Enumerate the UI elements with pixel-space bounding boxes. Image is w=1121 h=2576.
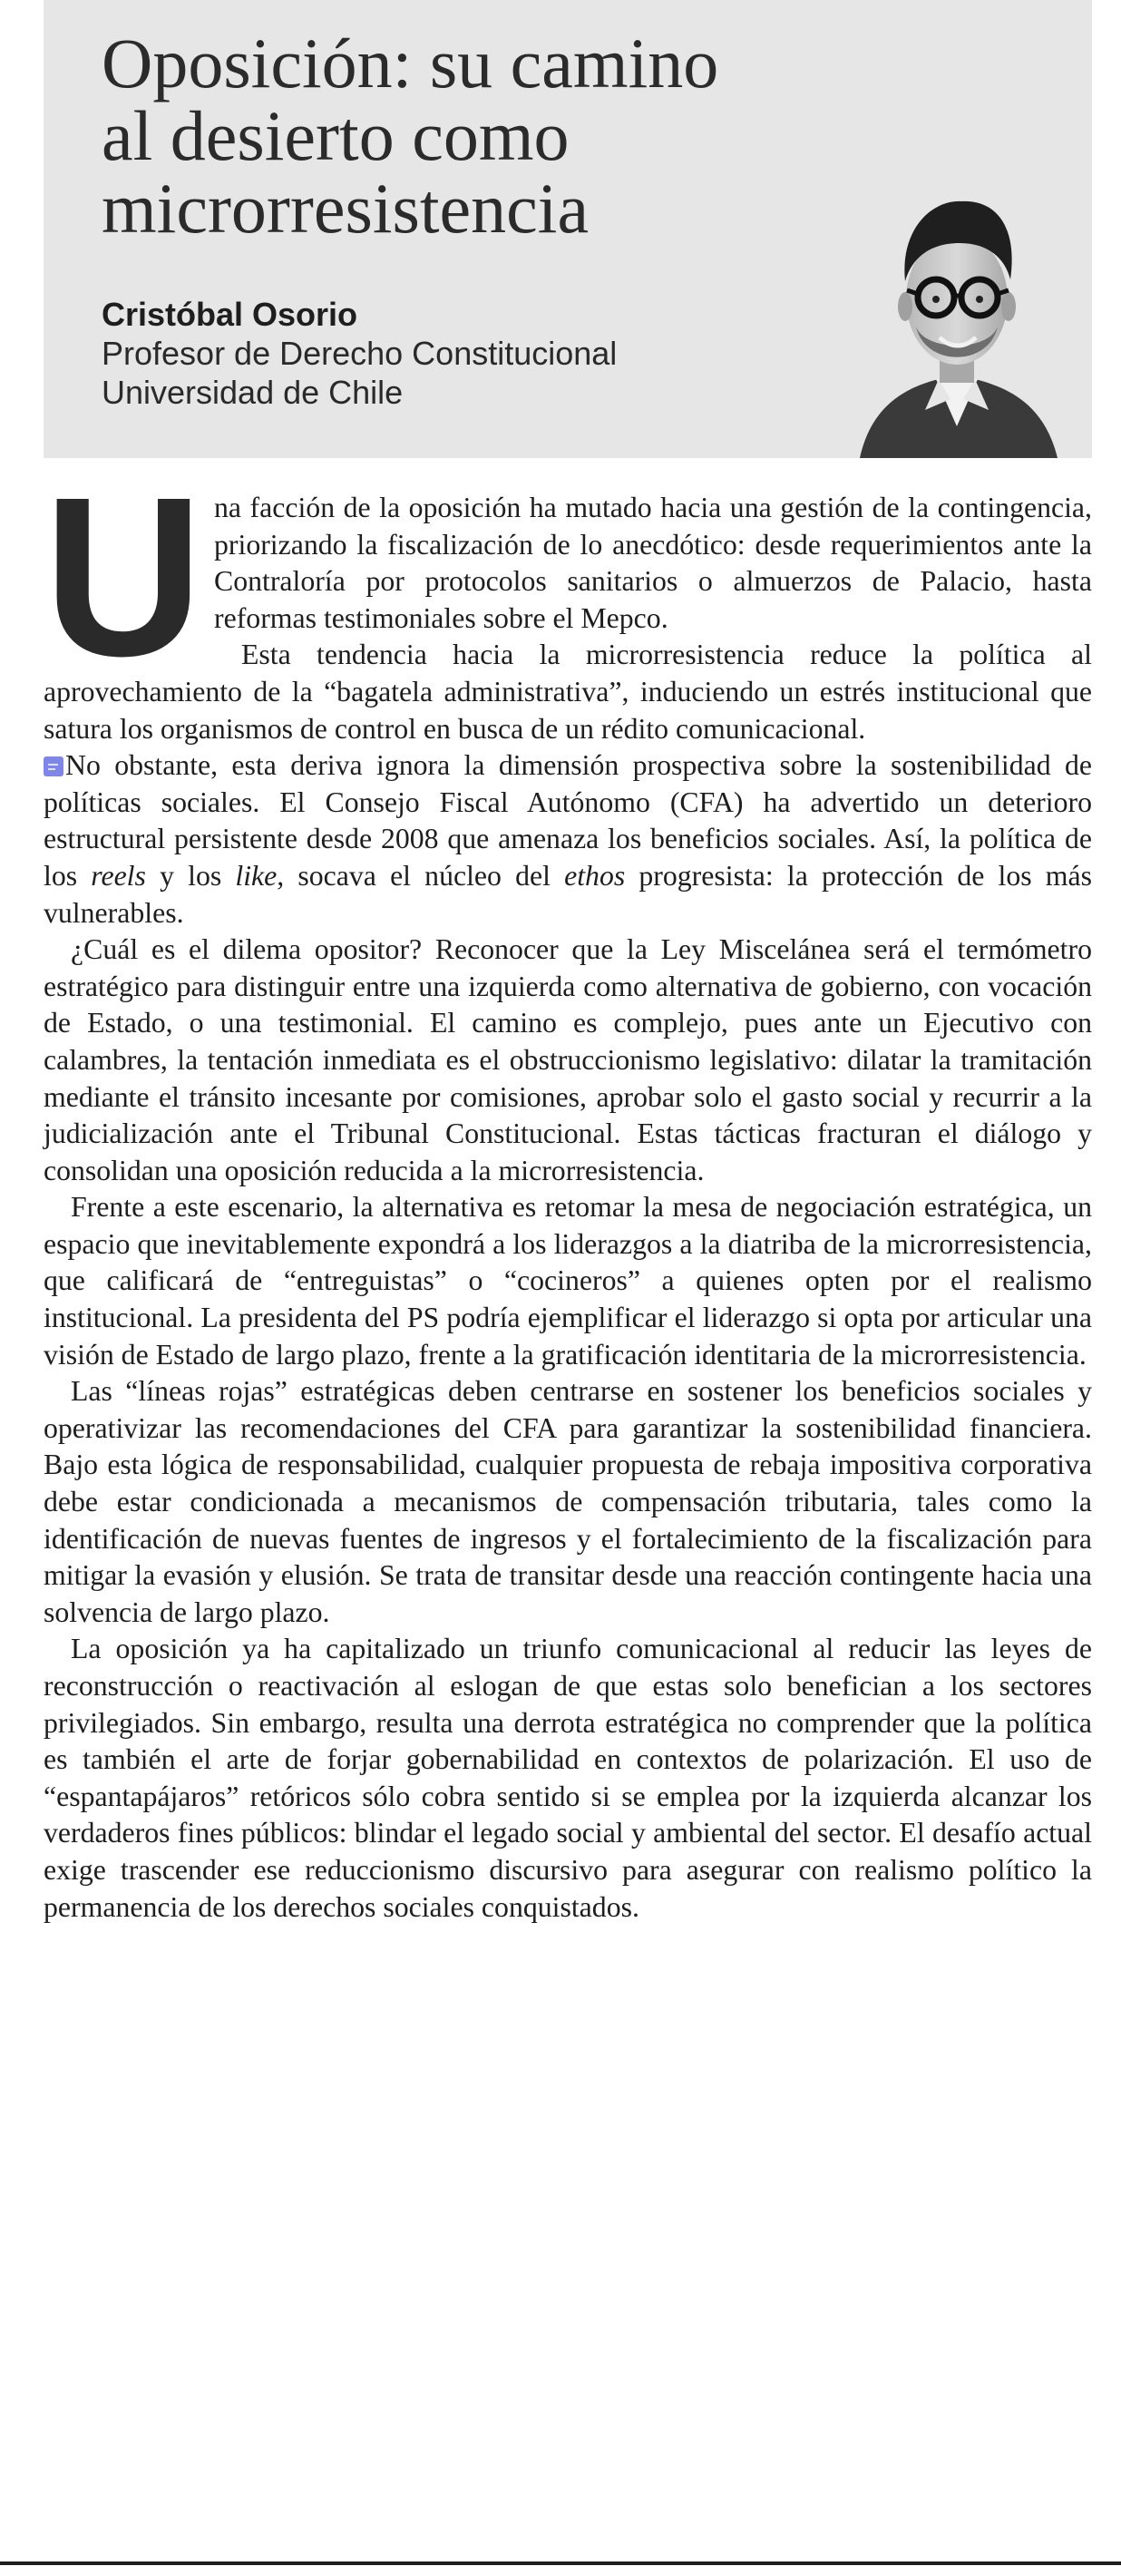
paragraph-3-em-1: reels bbox=[91, 859, 146, 892]
paragraph-3-text-3: , socava el núcleo del bbox=[277, 859, 565, 892]
author-name: Cristóbal Osorio bbox=[102, 296, 358, 333]
drop-cap bbox=[44, 488, 209, 669]
paragraph-6: Las “líneas rojas” estratégicas deben centrarse en sostener los beneficios sociales y operativizar las recomendaciones del CFA para garantizar la sostenibilidad financiera. Bajo esta lógica de responsabilidad, cualquier propuesta de rebaja impositiva corporativa debe estar condicionada a mecanismos de compensación tributaria, tales como la identificación de nuevas fuentes de ingresos y el fortalecimiento de la fiscalización para mitigar la evasión y elusión. Se trata de transitar desde una reacción contingente hacia una solvencia de largo plazo. bbox=[44, 1375, 1092, 1628]
paragraph-3-em-2: like bbox=[235, 859, 278, 892]
paragraph-3-em-3: ethos bbox=[564, 859, 626, 892]
author-portrait bbox=[853, 172, 1061, 458]
paragraph-3-text-4: progresista: la protección de los más vulnerables. bbox=[44, 859, 1092, 929]
article-body bbox=[44, 490, 1092, 1926]
paragraph-3-text-1: No obstante, esta deriva ignora la dimensión prospectiva sobre la sostenibilidad de políticas sociales. El Consejo Fiscal Autónomo (CFA) ha advertido un deterioro estructural persistente desde 2008 que amenaza los beneficios sociales. Así, la política de los bbox=[44, 749, 1092, 892]
header-box bbox=[44, 0, 1092, 458]
drop-cap-letter: U bbox=[44, 488, 203, 669]
paragraph-3 bbox=[44, 747, 1092, 932]
headline: Oposición: su camino al desierto como microrresistencia bbox=[102, 24, 719, 248]
bottom-rule bbox=[0, 2561, 1121, 2565]
paragraph-5: Frente a este escenario, la alternativa es retomar la mesa de negociación estratégica, un espacio que inevitablemente expondrá a los liderazgos a la diatriba de la microrresistencia, que calificará de “entreguistas” o “cocineros” a quienes opten por el realismo institucional. La presidenta del PS podría ejemplificar el liderazgo si opta por articular una visión de Estado de largo plazo, frente a la gratificación identitaria de la microrresistencia. bbox=[44, 1191, 1092, 1371]
paragraph-1: na facción de la oposición ha mutado hacia una gestión de la contingencia, priorizando la fiscalización de lo anecdótico: desde requerimientos ante la Contraloría por protocolos sanitarios o almuerzos de Palacio, hasta reformas testimoniales sobre el Mepco. bbox=[214, 492, 1092, 634]
comment-icon[interactable] bbox=[44, 756, 63, 776]
paragraph-2: Esta tendencia hacia la microrresistencia reduce la política al aprovechamiento de la “bagatela administrativa”, induciendo un estrés institucional que satura los organismos de control en busca de un rédito comunicacional. bbox=[44, 639, 1092, 745]
paragraph-4: ¿Cuál es el dilema opositor? Reconocer que la Ley Miscelánea será el termómetro estratégico para distinguir entre una izquierda como alternativa de gobierno, con vocación de Estado, o una testimonial. El camino es complejo, pues ante un Ejecutivo con calambres, la tentación inmediata es el obstruccionismo legislativo: dilatar la tramitación mediante el tránsito incesante por comisiones, aprobar solo el gasto social y recurrir a la judicialización ante el Tribunal Constitucional. Estas tácticas fracturan el diálogo y consolidan una oposición reducida a la microrresistencia. bbox=[44, 933, 1092, 1186]
paragraph-7: La oposición ya ha capitalizado un triunfo comunicacional al reducir las leyes de reconstrucción o reactivación al eslogan de que estas solo benefician a los sectores privilegiados. Sin embargo, resulta una derrota estratégica no comprender que la política es también el arte de forjar gobernabilidad en contextos de polarización. El uso de “espantapájaros” retóricos sólo cobra sentido si se emplea por la izquierda alcanzar los verdaderos fines públicos: blindar el legado social y ambiental del sector. El desafío actual exige trascender ese reduccionismo discursivo para asegurar con realismo político la permanencia de los derechos sociales conquistados. bbox=[44, 1633, 1092, 1923]
author-affiliation: Universidad de Chile bbox=[102, 374, 404, 411]
paragraph-3-text-2: y los bbox=[145, 859, 236, 892]
author-role: Profesor de Derecho Constitucional bbox=[102, 335, 618, 372]
